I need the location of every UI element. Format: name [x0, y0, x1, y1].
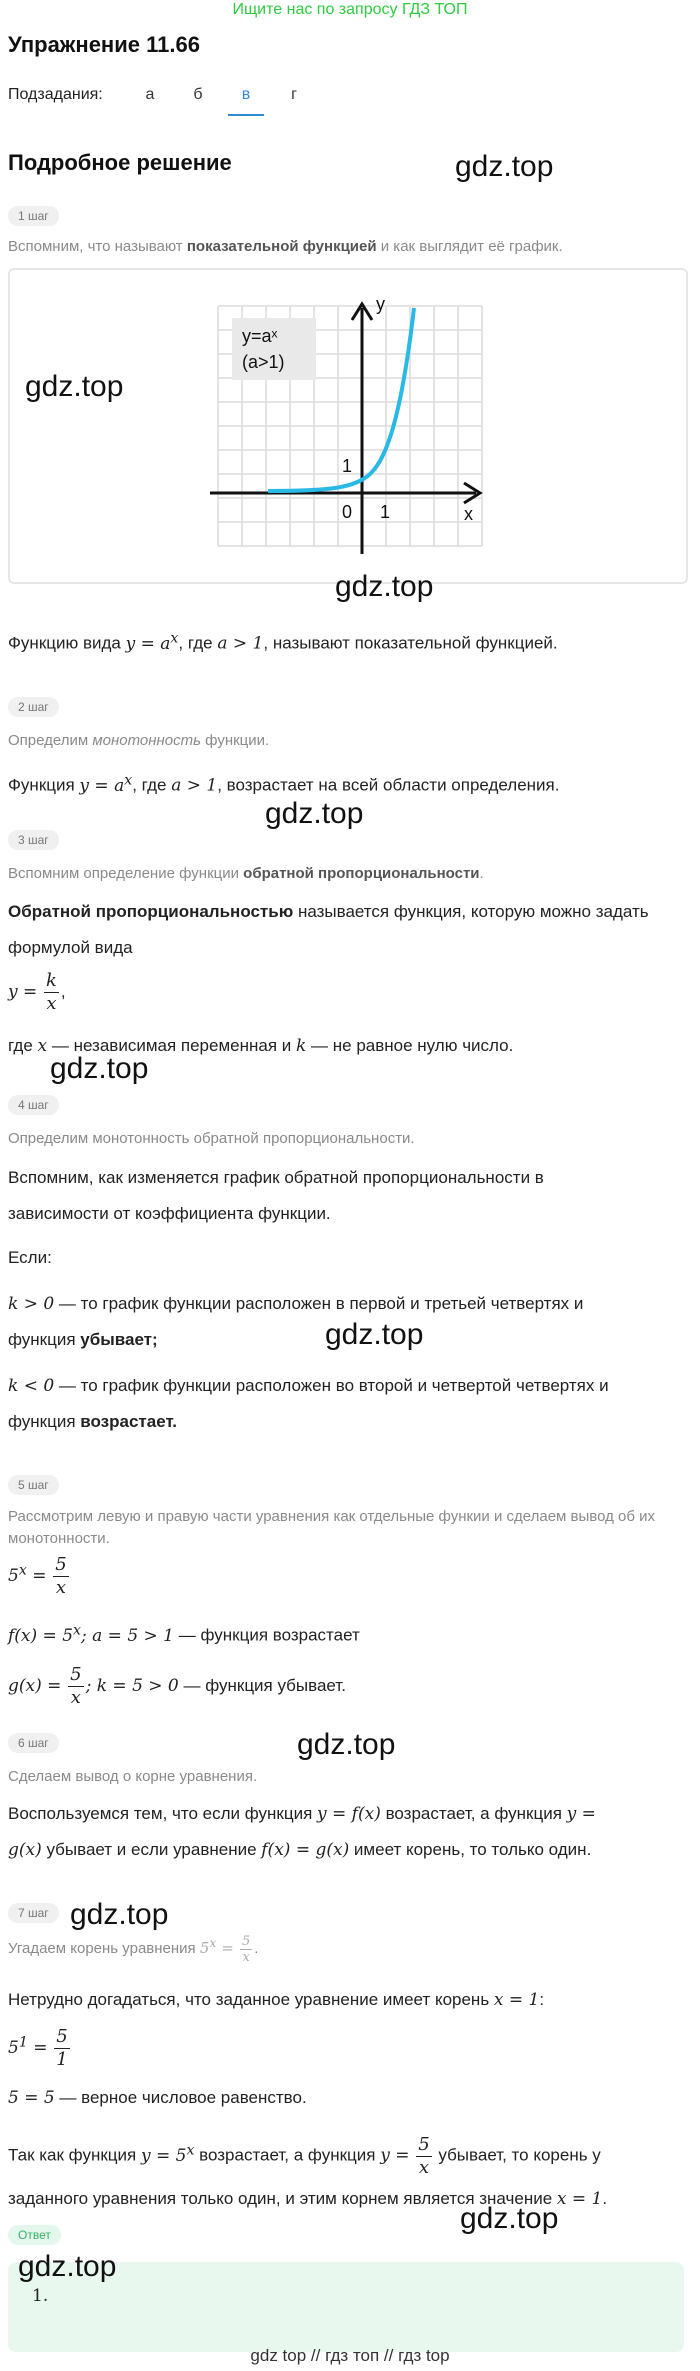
- step3-where: где x — независимая переменная и k — не равное нулю число.: [8, 1036, 514, 1056]
- watermark: gdz.top: [25, 370, 124, 403]
- page-title: Упражнение 11.66: [8, 32, 200, 57]
- formula-k-over-x: y = $\frac{k}{x}$ ,: [8, 970, 66, 1014]
- step-hint: Вспомним, что называют показательной функцией и как выглядит её график.: [8, 238, 563, 255]
- step-badge: 7 шаг: [8, 1903, 59, 1923]
- condition-label: (a>1): [242, 352, 285, 372]
- origin-label: 0: [342, 502, 353, 522]
- step4-k-positive: k > 0 — то график функции расположен в первой и третьей четвертях и функция убывает;: [8, 1294, 584, 1349]
- step4-k-negative: k < 0 — то график функции расположен во второй и четвертой четвертях и функция возрастает.: [8, 1376, 609, 1431]
- top-banner: Ищите нас по запросу ГДЗ ТОП: [232, 1, 468, 18]
- step-badge: 5 шаг: [8, 1475, 59, 1495]
- answer-value: 1.: [32, 2286, 49, 2306]
- watermark: gdz.top: [325, 1318, 424, 1351]
- x-axis-label: x: [464, 504, 473, 524]
- step-badge: 4 шаг: [8, 1095, 59, 1115]
- step5-g: g(x) = $\frac{5}{x}$ ; k = 5 > 0 — функция убывает.: [8, 1664, 346, 1708]
- step-badge: 2 шаг: [8, 697, 59, 717]
- subtasks-label: Подзадания:: [8, 86, 103, 103]
- watermark: gdz.top: [335, 570, 434, 603]
- step5-f: $f(x) = 5^x$; a = 5 > 1 — функция возрастает: [8, 1622, 360, 1646]
- step-hint: Определим монотонность обратной пропорциональности.: [8, 1130, 415, 1147]
- step1-text: Функцию вида $y = a^x$, где a > 1, называют показательной функцией.: [8, 630, 558, 654]
- step7-conclusion: Так как функция $y = 5^x$ возрастает, а функция y = $\frac{5}{x}$ убывает, то корень у заданного уравнения только один, и этим корнем является значение x = 1.: [8, 2133, 608, 2209]
- step-badge: 6 шаг: [8, 1733, 59, 1753]
- equation: $5^x$ = $\frac{5}{x}$: [8, 1554, 67, 1598]
- watermark: gdz.top: [18, 2250, 117, 2283]
- footer: gdz top // гдз топ // гдз top: [250, 2346, 450, 2365]
- y-one-label: 1: [342, 456, 353, 476]
- tab-b[interactable]: б: [193, 86, 203, 103]
- watermark: gdz.top: [455, 150, 554, 183]
- step2-text: Функция $y = a^x$, где a > 1, возрастает на всей области определения.: [8, 772, 560, 796]
- watermark: gdz.top: [50, 1052, 149, 1085]
- graph-box: [8, 268, 688, 584]
- formula-label: y=aˣ: [242, 326, 278, 346]
- solution-title: Подробное решение: [8, 150, 232, 175]
- step-badge: 3 шаг: [8, 830, 59, 850]
- watermark: gdz.top: [297, 1728, 396, 1761]
- tab-v[interactable]: в: [228, 86, 264, 116]
- step-hint: Вспомним определение функции обратной пропорциональности.: [8, 865, 484, 882]
- step-hint: Сделаем вывод о корне уравнения.: [8, 1768, 258, 1785]
- answer-badge: Ответ: [8, 2225, 61, 2245]
- exponential-graph: [10, 270, 686, 582]
- step3-text: Обратной пропорциональностью называется функция, которую можно задать формулой вида: [8, 902, 649, 957]
- step-badge: 1 шаг: [8, 206, 59, 226]
- tab-a[interactable]: а: [145, 86, 155, 103]
- step7-text: Нетрудно догадаться, что заданное уравнение имеет корень x = 1:: [8, 1990, 545, 2010]
- step7-equality: 5 = 5 — верное числовое равенство.: [8, 2088, 307, 2108]
- watermark: gdz.top: [265, 797, 364, 830]
- step4-if: Если:: [8, 1248, 52, 1267]
- watermark: gdz.top: [70, 1898, 169, 1931]
- watermark: gdz.top: [460, 2202, 559, 2235]
- step-hint: Рассмотрим левую и правую части уравнения как отдельные функии и сделаем вывод об их монотонности.: [8, 1508, 655, 1547]
- tab-g[interactable]: г: [291, 86, 297, 103]
- step-hint: Угадаем корень уравнения $5^x$ = $\frac{5}{x}$ .: [8, 1933, 259, 1965]
- y-axis-label: y: [376, 294, 385, 314]
- step7-check: $5^1$ = $\frac{5}{1}$: [8, 2026, 68, 2070]
- x-one-label: 1: [380, 502, 391, 522]
- step-hint: Определим монотонность функции.: [8, 732, 270, 749]
- step6-text: Воспользуемся тем, что если функция y = f(x) возрастает, а функция y = g(x) убывает и если уравнение f(x) = g(x) имеет корень, то только один.: [8, 1804, 596, 1860]
- step4-text: Вспомним, как изменяется график обратной пропорциональности в зависимости от коэффициента функции.: [8, 1168, 544, 1223]
